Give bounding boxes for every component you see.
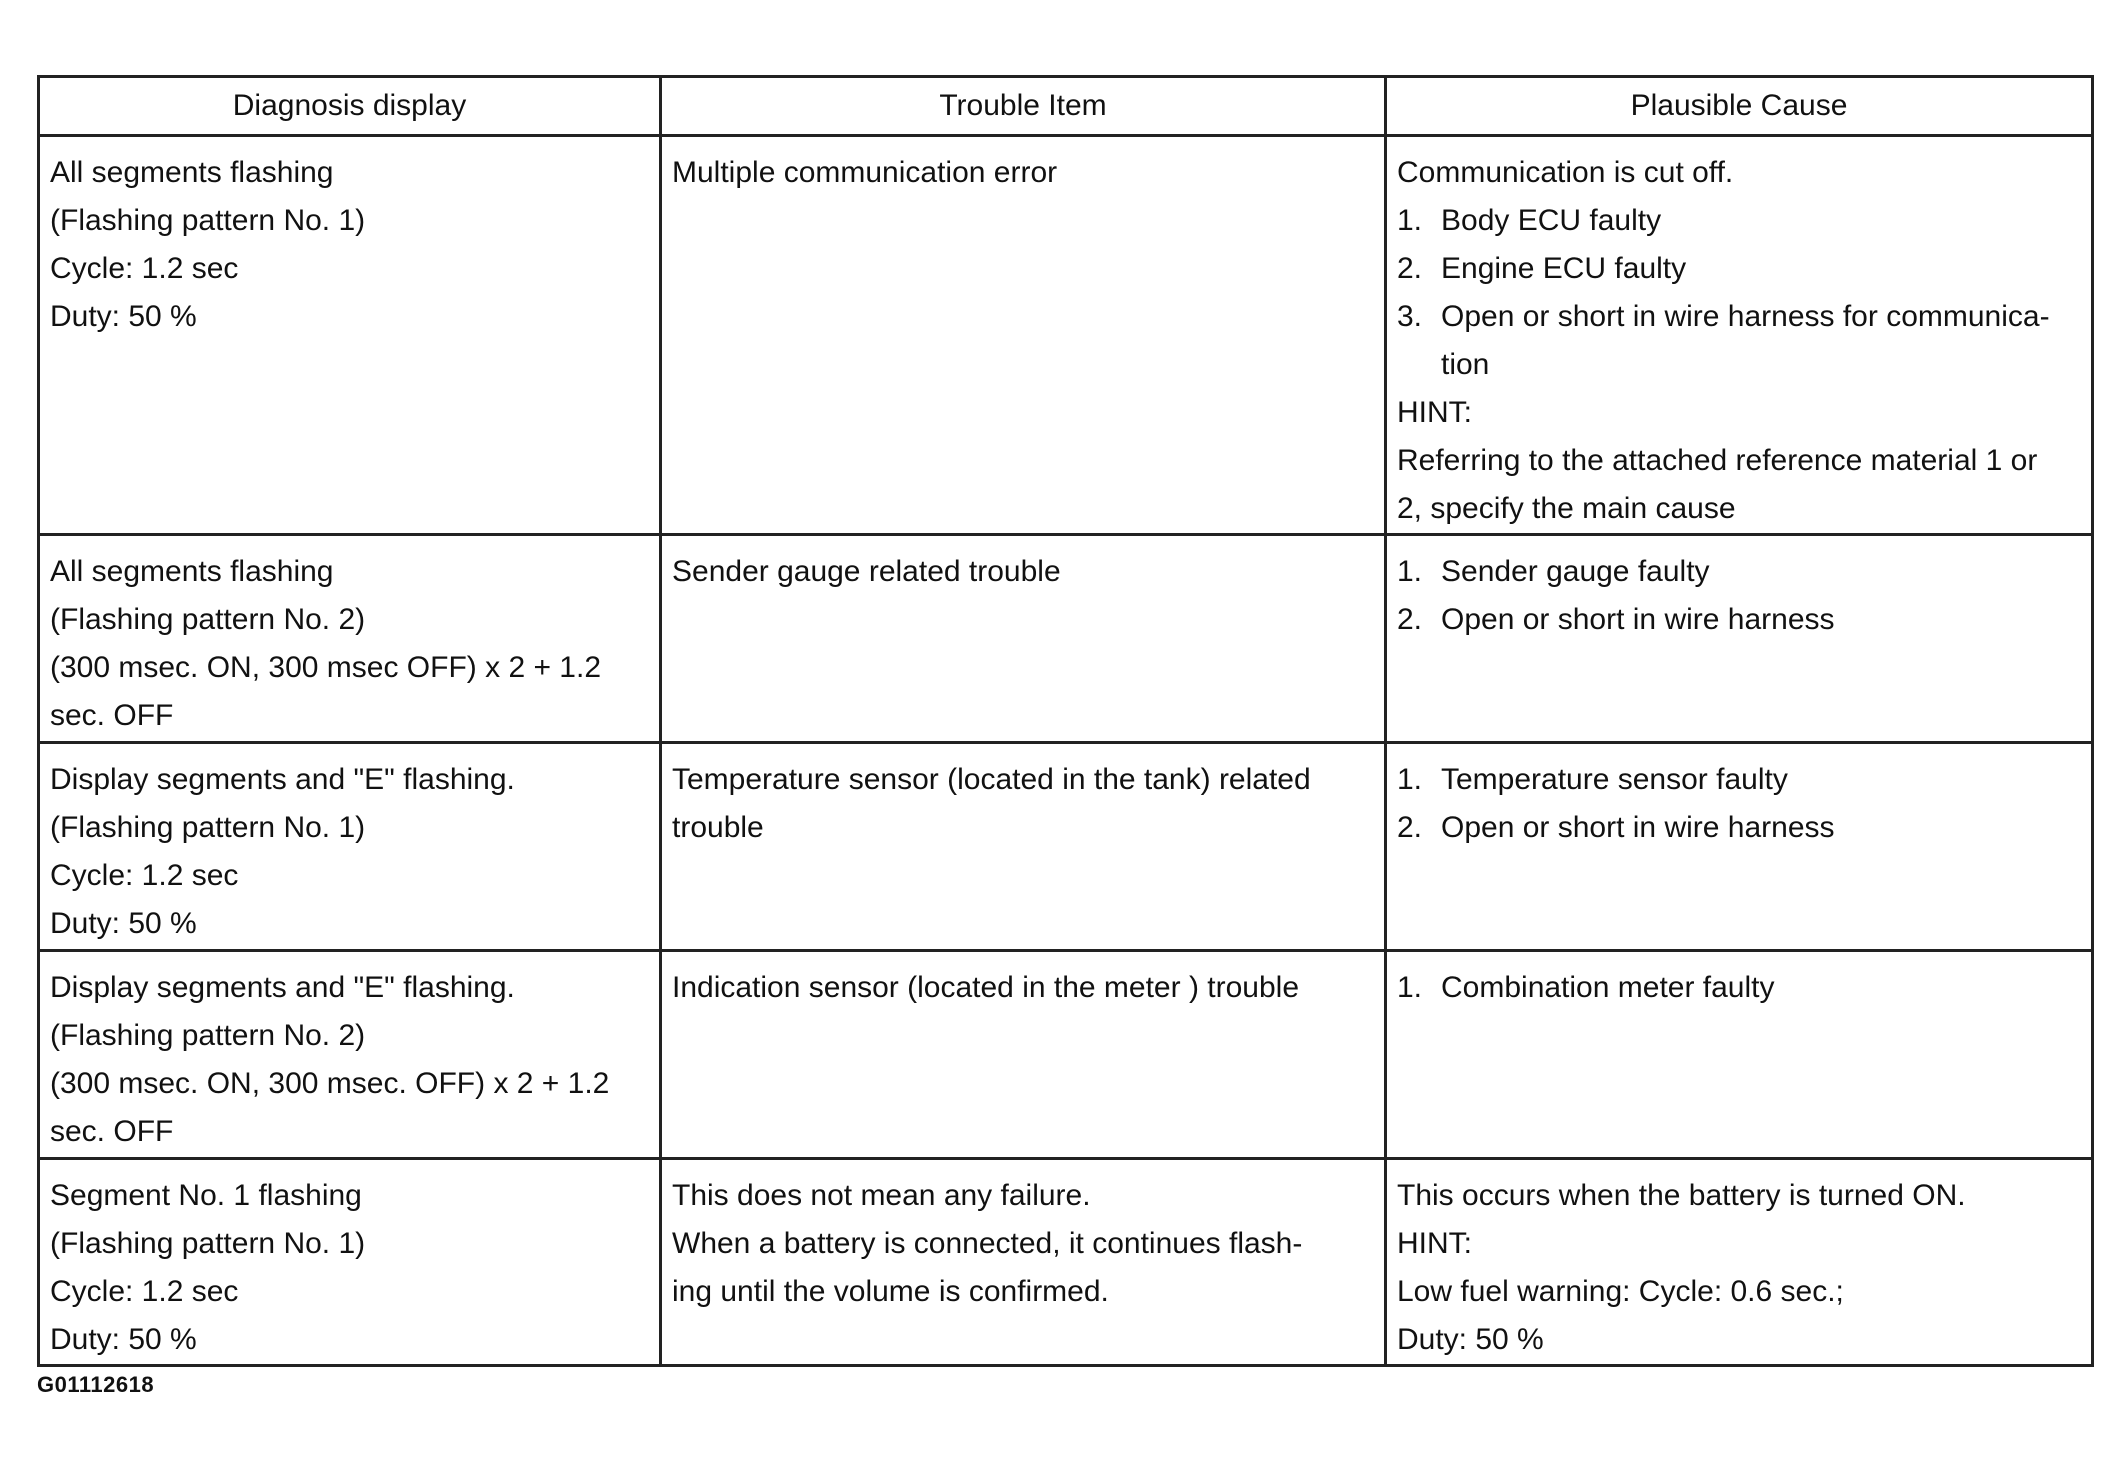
plausible-cause-cell — [1386, 1159, 2093, 1366]
cause-list-item — [1397, 245, 2081, 293]
cause-item-text: tion — [1441, 348, 1490, 381]
plausible-cause-cell — [1386, 136, 2093, 535]
cause-list-item — [1397, 964, 2081, 1012]
cause-item-text: Open or short in wire harness — [1441, 811, 1835, 844]
table-row — [39, 743, 2093, 951]
cause-item-number: 2. — [1397, 252, 1423, 285]
cause-line: Low fuel warning: Cycle: 0.6 sec.; — [1397, 1275, 1844, 1308]
cause-item-number: 1. — [1397, 555, 1423, 588]
trouble-item-cell — [661, 951, 1386, 1159]
trouble-item-cell — [661, 136, 1386, 535]
cause-line: This occurs when the battery is turned ON. — [1397, 1179, 1966, 1212]
trouble-item-cell — [661, 535, 1386, 743]
cause-item-number: 2. — [1397, 811, 1423, 844]
cause-item-number — [1397, 341, 1441, 389]
cause-list-item — [1397, 293, 2081, 341]
cause-line: Duty: 50 % — [1397, 1323, 1544, 1356]
diagnosis-line: sec. OFF — [50, 699, 174, 732]
table-row — [39, 1159, 2093, 1366]
diagnosis-cell — [39, 743, 661, 951]
diagnosis-line: Duty: 50 % — [50, 300, 197, 333]
cause-list-item — [1397, 548, 2081, 596]
diagnosis-line: Duty: 50 % — [50, 907, 197, 940]
cause-item-text: Engine ECU faulty — [1441, 252, 1687, 285]
cause-line: 2, specify the main cause — [1397, 492, 1736, 525]
diagnosis-line: Cycle: 1.2 sec — [50, 1275, 239, 1308]
cause-list-item — [1397, 197, 2081, 245]
cause-list-item — [1397, 596, 2081, 644]
trouble-item-cell — [661, 1159, 1386, 1366]
trouble-item-line: When a battery is connected, it continues flash- — [672, 1227, 1303, 1260]
header-plausible-cause: Plausible Cause — [1386, 77, 2093, 136]
table-row — [39, 951, 2093, 1159]
cause-item-number: 3. — [1397, 300, 1423, 333]
cause-item-text: Open or short in wire harness for communica- — [1441, 300, 2050, 333]
header-diagnosis-display: Diagnosis display — [39, 77, 661, 136]
diagnosis-cell — [39, 1159, 661, 1366]
diagnosis-line: (300 msec. ON, 300 msec OFF) x 2 + 1.2 — [50, 651, 602, 684]
cause-item-text: Open or short in wire harness — [1441, 603, 1835, 636]
diagnosis-line: sec. OFF — [50, 1115, 174, 1148]
cause-list-item — [1397, 804, 2081, 852]
diagnosis-table — [37, 75, 2094, 1367]
cause-list-item — [1397, 341, 2081, 389]
table-row — [39, 136, 2093, 535]
diagnosis-line: Display segments and "E" flashing. — [50, 763, 515, 796]
cause-item-number: 1. — [1397, 204, 1423, 237]
diagnosis-line: Cycle: 1.2 sec — [50, 252, 239, 285]
diagnosis-line: Segment No. 1 flashing — [50, 1179, 362, 1212]
trouble-item-line: Temperature sensor (located in the tank) related — [672, 763, 1311, 796]
trouble-item-line: This does not mean any failure. — [672, 1179, 1091, 1212]
cause-item-number: 1. — [1397, 763, 1423, 796]
header-row — [39, 77, 2093, 136]
cause-item-number: 1. — [1397, 971, 1423, 1004]
figure-id: G01112618 — [37, 1372, 155, 1397]
diagnosis-line: Display segments and "E" flashing. — [50, 971, 515, 1004]
diagnosis-line: All segments flashing — [50, 156, 334, 189]
cause-item-text: Sender gauge faulty — [1441, 555, 1710, 588]
header-trouble-item: Trouble Item — [661, 77, 1386, 136]
trouble-item-line: ing until the volume is confirmed. — [672, 1275, 1109, 1308]
diagnosis-cell — [39, 136, 661, 535]
diagnosis-cell — [39, 951, 661, 1159]
cause-item-text: Temperature sensor faulty — [1441, 763, 1788, 796]
cause-item-number: 2. — [1397, 603, 1423, 636]
diagnosis-line: (Flashing pattern No. 2) — [50, 1019, 366, 1052]
diagnosis-line: (300 msec. ON, 300 msec. OFF) x 2 + 1.2 — [50, 1067, 610, 1100]
cause-line: Communication is cut off. — [1397, 156, 1734, 189]
diagnosis-line: (Flashing pattern No. 1) — [50, 204, 366, 237]
diagnosis-line: (Flashing pattern No. 1) — [50, 1227, 366, 1260]
diagnosis-line: Cycle: 1.2 sec — [50, 859, 239, 892]
table-row — [39, 535, 2093, 743]
trouble-item-cell — [661, 743, 1386, 951]
cause-line: HINT: — [1397, 1227, 1472, 1260]
diagnosis-line: Duty: 50 % — [50, 1323, 197, 1356]
diagnosis-cell — [39, 535, 661, 743]
diagnosis-line: (Flashing pattern No. 2) — [50, 603, 366, 636]
diagnosis-line: All segments flashing — [50, 555, 334, 588]
plausible-cause-cell — [1386, 743, 2093, 951]
cause-list-item — [1397, 756, 2081, 804]
plausible-cause-cell — [1386, 535, 2093, 743]
plausible-cause-cell — [1386, 951, 2093, 1159]
trouble-item-line: trouble — [672, 811, 764, 844]
cause-item-text: Body ECU faulty — [1441, 204, 1662, 237]
trouble-item-line: Sender gauge related trouble — [672, 555, 1061, 588]
cause-item-text: Combination meter faulty — [1441, 971, 1775, 1004]
trouble-item-line: Multiple communication error — [672, 156, 1058, 189]
cause-line: Referring to the attached reference material 1 or — [1397, 444, 2038, 477]
cause-line: HINT: — [1397, 396, 1472, 429]
diagnosis-line: (Flashing pattern No. 1) — [50, 811, 366, 844]
trouble-item-line: Indication sensor (located in the meter ) trouble — [672, 971, 1299, 1004]
